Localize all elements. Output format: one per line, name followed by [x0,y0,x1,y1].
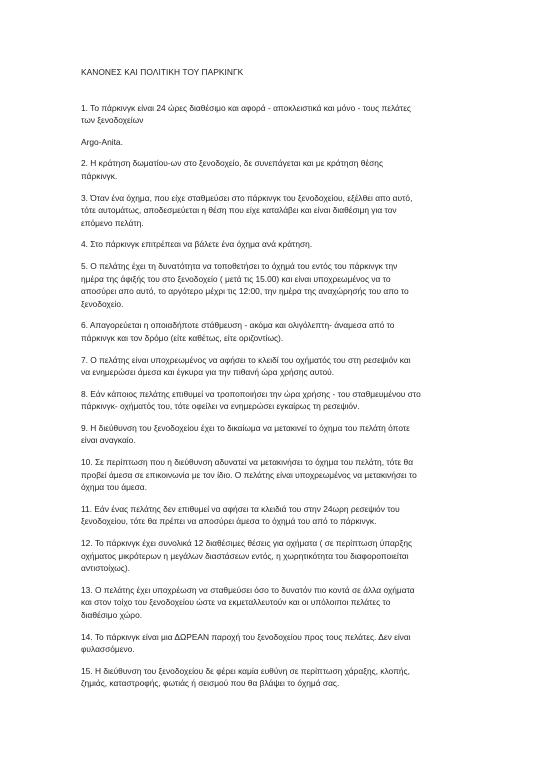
rule-line: 15. Η διεύθυνση του ξενοδοχείου δε φέρει καμία ευθύνη σε περίπτωση χάραξης, κλοπής, [81,665,410,676]
rule-paragraph [81,665,466,690]
rules-list [81,102,466,690]
rule-line: 2. Η κράτηση δωματίου-ων στο ξενοδοχείο, δε συνεπάγεται και με κράτηση θέσης [81,158,383,169]
rule-line: 5. Ο πελάτης έχει τη δυνατότητα να τοποθετήσει το όχημά του εντός του πάρκινγκ την [81,260,398,271]
rule-line: αντιστοίχως). [81,563,130,574]
rule-line: 14. Το πάρκινγκ είναι μια ΔΩΡΕΑΝ παροχή του ξενοδοχείου προς τους πελάτες. Δεν είναι [81,631,411,642]
rule-line: διαθέσιμο χώρο. [81,610,143,620]
rule-line: 8. Εάν κάποιος πελάτης επιθυμεί να τροποποιήσει την ώρα χρήσης - του σταθμευμένου στο [81,388,421,399]
rule-line: πάρκινγκ. [81,170,118,181]
rule-line: 4. Στο πάρκινγκ επιτρέπεαι να βάλετε ένα όχημα ανά κράτηση. [81,239,313,250]
rule-line: 10. Σε περίπτωση που η διεύθυνση αδυνατεί να μετακινήσει το όχημα του πελάτη, τότε θα [81,457,414,468]
rule-line: επόμενο πελάτη. [81,217,144,228]
rule-line: να ενημερώσει άμεσα και έγκυρα για την πιθανή ώρα χρήσης αυτού. [81,367,335,378]
rule-line: των ξενοδοχείων [81,115,144,126]
rule-line: ημέρα της άφιξής του στο ξενοδοχείο ( μετά τις 15.00) και είναι υποχρεωμένος να το [81,273,391,284]
rule-line: οχήματος μικρότερων η μεγάλων διαστάσεων εντός, η χωρητικότητα του διαφοροποιείται [81,550,409,561]
rule-paragraph [81,260,466,310]
rule-paragraph [81,354,466,379]
rule-line: 13. Ο πελάτης έχει υποχρέωση να σταθμεύσει όσο το δυνατόν πιο κοντά σε άλλα οχήματα [81,584,415,595]
rule-paragraph [81,136,466,149]
rule-line: ξενοδοχείο. [81,298,124,309]
document-title: ΚΑΝΟΝΕΣ ΚΑΙ ΠΟΛΙΤΙΚΗ ΤΟΥ ΠΑΡΚΙΝΓΚ [81,67,244,77]
rule-paragraph [81,388,466,413]
rule-paragraph [81,537,466,575]
rule-paragraph [81,584,466,622]
rule-line: 12. Το πάρκινγκ έχει συνολικά 12 διαθέσιμες θέσεις για οχήματα ( σε περίπτωση ύπαρξης [81,538,413,549]
rule-paragraph [81,192,466,230]
rule-line: αποσύρει απο αυτό, το αργότερο μέχρι τις 12:00, την ημέρα της αναχώρησής του απο το [81,286,409,297]
rule-line: Argo-Anita. [81,136,123,147]
rule-line: πάρκινγκ- οχήματός του, τότε οφείλει να ενημερώσει εγκαίρως τη ρεσεψιόν. [81,401,360,412]
rule-line: 9. Η διεύθυνση του ξενοδοχείου έχει το δικαίωμα να μετακινεί το όχημα του πελάτη όποτε [81,422,410,433]
rule-line: 11. Εάν ένας πελάτης δεν επιθυμεί να αφήσει τα κλειδιά του στην 24ωρη ρεσεψιόν του [81,503,400,514]
rule-line: ξενοδοχείου, τότε θα πρέπει να αποσύρει άμεσα το όχημά του από το πάρκινγκ. [81,516,377,527]
rule-line: πάρκινγκ και τον δρόμο (είτε καθέτως, είτε οριζοντίως). [81,332,284,343]
rule-line: φυλασσόμενο. [81,644,135,655]
rule-paragraph [81,503,466,528]
rule-line: όχημα του άμεσα. [81,482,147,493]
rule-paragraph [81,102,466,127]
rule-line: 1. Το πάρκινγκ είναι 24 ώρες διαθέσιμο και αφορά - αποκλειστικά και μόνο - τους πελάτες [81,102,411,113]
document-body [81,66,466,699]
rule-paragraph [81,319,466,344]
rule-line: 6. Απαγορεύεται η οποιαδήποτε στάθμευση - ακόμα και ολιγόλεπτη- άναμεσα από το [81,320,395,331]
rule-paragraph [81,456,466,494]
rule-paragraph [81,238,466,251]
rule-line: τότε αυτομάτως, αποδεσμεύεται η θέση που είχε καταλάβει και είναι διαθέσιμη για τον [81,205,397,216]
rule-line: προβεί άμεσα σε επικοινωνία με τον ίδιο. Ο πελάτης είναι υποχρεωμένος να μετακινήσει το [81,469,417,480]
rule-line: 7. Ο πελάτης είναι υποχρεωμένος να αφήσει το κλειδί του οχήματός του στη ρεσεψιόν και [81,354,411,365]
rule-line: ζημιάς, καταστροφής, φωτιάς ή σεισμού που θα βλάψει το όχημά σας. [81,678,340,689]
rule-line: είναι αναγκαίο. [81,435,136,446]
rule-paragraph [81,422,466,447]
rule-line: 3. Όταν ένα όχημα, που είχε σταθμεύσει στο πάρκινγκ του ξενοδοχείου, εξέλθει απο αυτό, [81,192,413,203]
rule-paragraph [81,157,466,182]
rule-paragraph [81,631,466,656]
rule-line: και στον τοίχο του ξενοδοχείου ώστε να εκμεταλλευτούν και οι υπόλοιποι πελάτες το [81,597,391,608]
